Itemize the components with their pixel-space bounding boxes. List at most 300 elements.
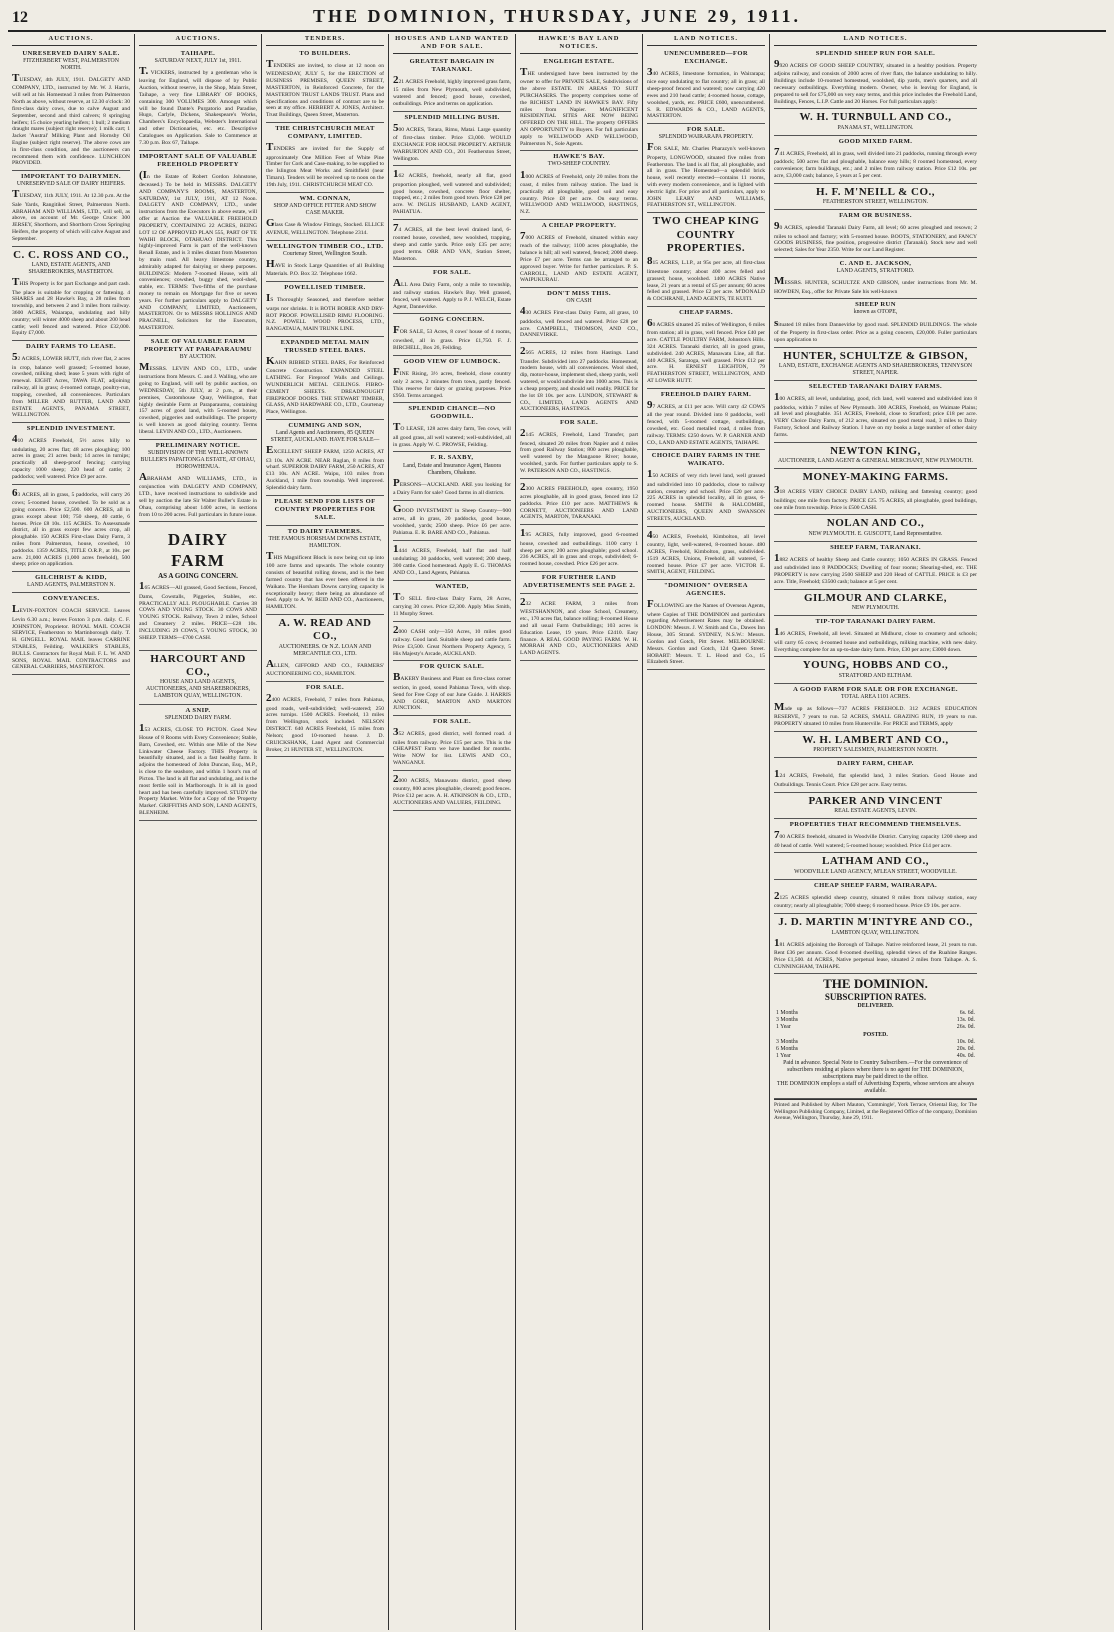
rates-subtitle: SUBSCRIPTION RATES. xyxy=(824,992,927,1003)
ad-title: PROPERTIES THAT RECOMMEND THEMSELVES. xyxy=(789,821,962,829)
ad-subtitle: Land, Estate and Insurance Agent, Hauora Chambers, Ohakune. xyxy=(402,462,502,476)
rates-title: THE DOMINION. xyxy=(823,976,928,992)
rates-period: 3 Months xyxy=(776,1017,799,1024)
advertisement xyxy=(393,581,511,622)
rates-section xyxy=(774,1003,977,1010)
advertisement xyxy=(774,348,977,382)
ad-body: 232 ACRE FARM, 3 miles from WESTSHANNON, and close School, Creamery, etc., 170 acres flat, balance rolling; 8-roomed House and all usual Farm Outbuildings; 103 acres is Education Lease, 19 years. Price £2410. Easy finance. A REAL GOOD PAYING FARM. W. H. MORRAH AND CO., AUCTIONEERS AND LAND AGENTS. xyxy=(520,596,638,657)
ad-body: EXCELLENT SHEEP FARM, 1250 ACRES, AT £3 10s. AN ACRE. NEAR Raglan, 8 miles from wharf. SUPERIOR DAIRY FARM, 250 ACRES, AT £13 10s. AN ACRE. Waipu, 103 miles from Auckland, 1 mile from township. Well improved. Splendid dairy farm. xyxy=(266,444,384,491)
column-houses-land xyxy=(389,34,516,1630)
ad-title: FREEHOLD DAIRY FARM. xyxy=(660,390,752,398)
ad-body: TENDERS are invited, to close at 12 noon on WEDNESDAY, JULY 5, for the ERECTION of BUSINESS PREMISES, QUEEN STREET, MASTERTON, in Reinforced Concrete, for the MASTERTON TRUST LANDS TRUST. Plans and Specifications and conditions of contract are to be seen at my office. HERBERT A. JONES, Architect. Trust Buildings, Queen Street, Masterton. xyxy=(266,57,384,119)
ad-subtitle: WOODVILLE LAND AGENCY, M'LEAN STREET, WOODVILLE. xyxy=(794,868,957,875)
advertisement xyxy=(774,819,977,853)
advertisement xyxy=(266,193,384,241)
advertisement xyxy=(520,343,638,417)
advertisement xyxy=(774,469,977,515)
ad-title: GOOD VIEW OF LUMBOCK. xyxy=(403,357,501,365)
advertisement xyxy=(12,593,130,675)
advertisement xyxy=(139,336,257,440)
ad-body: TUESDAY, 4th JULY, 1911. DALGETY AND COMPANY, LTD., instructed by Mr. W. J. Harris, will sell at his Homestead 3 miles from Palmerston North as above, without reserve, at 12.30 o'clock: 30 first-class dairy cows, due to calve August and September, second and third calvers; 8 springing heifers; 15 choice yearling heifers; 1 bull; 2 medium draught mares (subject right reserve); 1 milk cart; 1 Jacket 'Austral' Milking Plant and Hornsby Oil Engine (subject right reserve). The above cows are in first-class condition, and the auctioneers can recommend them with confidence. LUNCHEON PROVIDED. xyxy=(12,72,130,167)
rates-price: 6s. 6d. xyxy=(959,1010,975,1017)
ad-title: IMPORTANT TO DAIRYMEN. xyxy=(21,173,121,181)
ad-title: EXPANDED METAL MAIN TRUSSED STEEL BARS. xyxy=(280,338,370,354)
rates-price: 10s. 0d. xyxy=(956,1038,975,1045)
rates-period: 3 Months xyxy=(776,1038,799,1045)
rates-price: 26s. 0d. xyxy=(956,1024,975,1031)
ad-subtitle: SATURDAY NEXT, JULY 1st, 1911. xyxy=(154,57,242,64)
advertisement xyxy=(647,307,765,389)
ad-body: 1882 ACRES of healthy Sheep and Cattle country; 1050 ACRES IN GRASS. Fenced and subdivided into 8 PADDOCKS; Dwelling of four rooms; Shearing-shed, etc. THE PROPERTY is now carrying 2500 SHEEP and 220 Head of CATTLE. PRICE is £3 per acre. Title, Freehold; £3500 cash; balance at 5 per cent. xyxy=(774,551,977,586)
advertisement xyxy=(647,124,765,213)
advertisement xyxy=(393,112,511,167)
ad-body: 340 ACRES, limestone formation, in Wairarapa; nice easy undulating to flat country; all in grass; all sheep-proof fenced and watered; now carrying 420 ewes and 210 head cattle; 4-roomed house, cottage, woolshed, yards, etc. PRICE £600, unencumbered. S. R. EDWARDS & CO., LAND AGENTS, MASTERTON. xyxy=(647,65,765,120)
advertisement xyxy=(774,616,977,657)
advertisement xyxy=(266,420,384,496)
advertisement xyxy=(774,184,977,210)
ad-body: 410 ACRES Freehold, 5½ acres hilly to undulating, 20 acres flat; 48 acres ploughing; 100 acres in grass; 21 acres bush; 14 acres in turnips; practically all sheep-proof fencing; carrying capacity 1000 sheep; 220 head of cattle; 2 paddocks; well watered. Price £9 per acre. xyxy=(12,433,130,480)
advertisement xyxy=(12,341,130,423)
rates-row xyxy=(774,1017,977,1024)
ad-body: IS Thoroughly Seasoned, and therefore neither warps nor shrinks. It is BOTH BORER AND DRY-ROT PROOF. POWELLISED RIMU FLOORING. N.Z. POWELL WOOD PROCESS, LTD., RANGATAUA, MAIN TRUNK LINE. xyxy=(266,292,384,333)
advertisement xyxy=(774,258,977,299)
ad-title: SHEEP RUN xyxy=(855,301,896,309)
ad-subtitle: Courtenay Street, Wellington South. xyxy=(283,250,367,257)
ad-title: UNENCUMBERED—FOR EXCHANGE. xyxy=(663,49,749,65)
ad-body: LEVIN-FOXTON COACH SERVICE. Leaves Levin 6.30 a.m.; leaves Foxton 3 p.m. daily. C. F. JOHNSTON, Proprietor. ROYAL MAIL COACH SERVICE, Featherston to Martinborough daily. T. H. GINGELL. ROYAL MAIL leaves CARRINE STABLES, Feilding. WALKER'S STABLES, BULLS. Contractors for Royal Mail. F. L. W. AND SONS, ROYAL MAIL CONTRACTORS and GENERAL CARRIERS, MASTERTON. xyxy=(12,603,130,671)
ad-body: THE undersigned have been instructed by the owner to offer for PRIVATE SALE, Subdivisions of the above ESTATE. IN AREAS TO SUIT PURCHASERS. The property comprises some of the RICHEST LAND IN HAWKE'S BAY. Fifty miles from Napier. MAGNIFICENT RESIDENTIAL SITES ARE NOW BEING OFFERED ON THE HILL. The property OFFERS AN OPPORTUNITY to Buyers. For full particulars apply to WELLWOOD AND WELLWOOD, Palmerston N., Sole Agents. xyxy=(520,65,638,147)
ad-body: 124 ACRES, Freehold, flat splendid land, 3 miles Station. Good House and Outbuildings. Tennis Court. Price £28 per acre. Easy terms. xyxy=(774,768,977,788)
ad-body: MESSRS. HUNTER, SCHULTZE AND GIBSON, under instructions from Mr. M. HOWDEN, Esq., offer for Private Sale his well-known xyxy=(774,275,977,295)
ad-subtitle: UNRESERVED SALE OF DAIRY HEIFERS. xyxy=(16,181,126,188)
ad-body: 2000 ACRES, Manawatu district, good sheep country, 800 acres ploughable, cleared; good fences. Price £12 per acre. A. H. ATKINSON & CO., LTD., AUCTIONEERS AND VALUERS, FEILDING. xyxy=(393,772,511,806)
ad-body: 1000 ACRES of Freehold, only 20 miles from the coast, 4 miles from railway station. The land is practically all ploughable, good soil and easy country. Price £8 per acre. On easy terms. WELLWOOD AND WELLWOOD, HASTINGS, N.Z. xyxy=(520,168,638,216)
ad-title: LATHAM AND CO., xyxy=(822,855,929,868)
rates-section xyxy=(774,1032,977,1039)
ad-subtitle: FEATHERSTON STREET, WELLINGTON. xyxy=(822,199,929,206)
ad-body: THIS Magnificent Block is now being cut up into 100 acre farms and upwards. The whole country consists of beautiful rolling downs, and is the best farmed country that has ever been offered in the Waikato. The Horsham Downs carrying capacity is exceptionally heavy; there being an abundance of feed. Apply to A. W. REID AND CO., Auctioneers, HAMILTON. xyxy=(266,549,384,611)
rates-table xyxy=(774,1003,977,1060)
ad-title: J. D. MARTIN M'INTYRE AND CO., xyxy=(778,916,973,929)
ad-title: H. F. M'NEILL & CO., xyxy=(816,185,935,198)
ad-subtitle: ON CASH xyxy=(566,298,592,305)
ad-title: C. AND E. JACKSON, xyxy=(839,260,912,268)
column-land-notices xyxy=(643,34,770,1630)
ad-title: PLEASE SEND FOR LISTS OF COUNTRY PROPERTIES FOR SALE. xyxy=(274,497,376,521)
advertisement xyxy=(520,151,638,220)
ad-title: FOR SALE. xyxy=(686,126,726,134)
rates-row xyxy=(774,1024,977,1031)
subscription-rates xyxy=(774,974,977,1099)
ad-title: WM. CONNAN, xyxy=(299,194,351,202)
ad-title: IMPORTANT SALE OF VALUABLE FREEHOLD PROPERTY xyxy=(139,152,257,168)
ad-title: FOR SALE. xyxy=(432,268,472,276)
advertisement xyxy=(774,732,977,758)
ad-body: 97 ACRES, at £11 per acre. Will carry 42 COWS all the year round. Divided into 8 paddocks, well fenced, with 5-roomed cottage, outbuildings, cowshed, etc. Good metalled road, 4 miles from railway. TERMS: £250 down. W. P. GARNER AND CO., LAND AND ESTATE AGENTS, TAIHAPE. xyxy=(647,398,765,446)
advertisement xyxy=(393,314,511,355)
ad-body: 162 ACRES, freehold, nearly all flat, good proportion ploughed, well watered and subdivided; good house, cowshed, concrete floor shelter, trapped, etc.; 2 miles from good town. Price £28 per acre. W. INGLIS HUSBAND, LAND AGENT, PAHIATUA. xyxy=(393,168,511,216)
ad-title: POWELLISED TIMBER. xyxy=(284,284,366,292)
column-heading: AUCTIONS. xyxy=(12,34,130,46)
ad-title: "DOMINION" OVERSEA AGENCIES. xyxy=(664,582,748,598)
advertisement xyxy=(647,450,765,526)
advertisement xyxy=(774,853,977,879)
advertisement xyxy=(139,151,257,336)
ad-body: 318 ACRES VERY CHOICE DAIRY LAND, milking and fattening country; good buildings; one mile from factory. PRICE £25. 75 ACRES, all ploughable, good buildings, one mile from township. Price is £500 CASH. xyxy=(774,484,977,511)
ad-subtitle: THE FAMOUS HORSHAM DOWNS ESTATE, HAMILTON. xyxy=(268,535,382,549)
advertisement xyxy=(139,651,257,705)
advertisement xyxy=(774,684,977,732)
ad-title: CUMMING AND SON, xyxy=(288,422,362,430)
rates-row xyxy=(774,1053,977,1060)
ad-title: DON'T MISS THIS. xyxy=(547,290,611,298)
dairy-farm-box xyxy=(139,522,257,650)
ad-title: SPLENDID INVESTMENT. xyxy=(26,425,116,433)
column-heading: HOUSES AND LAND WANTED AND FOR SALE. xyxy=(393,34,511,54)
advertisement xyxy=(12,171,130,246)
ad-body: HAVE in Stock Large Quantities of all Building Materials. P.O. Box 32. Telephone 1662. xyxy=(266,258,384,278)
ad-title: SPLENDID SHEEP RUN FOR SALE. xyxy=(815,49,936,57)
ad-title: C. C. ROSS AND CO., xyxy=(13,248,129,261)
rates-price: 20s. 0d. xyxy=(956,1045,975,1052)
rates-row xyxy=(774,1046,977,1053)
ad-title: TIP-TOP TARANAKI DAIRY FARM. xyxy=(815,618,936,626)
rates-period: 1 Months xyxy=(776,1010,799,1017)
ad-title: THE CHRISTCHURCH MEAT COMPANY, LIMITED. xyxy=(275,125,375,141)
masthead xyxy=(8,6,1106,32)
advertisement xyxy=(266,615,384,682)
advertisement xyxy=(774,590,977,616)
ad-body: TENDERS are invited for the Supply of approximately One Million Feet of White Pine Timber for Cork and Case-making, to be supplied to the Islington Meat Works and Smithfield (near Timaru). Tenders will be received up to noon on the 19th July, 1911. CHRISTCHURCH MEAT CO. xyxy=(266,141,384,188)
advertisement xyxy=(266,48,384,123)
advertisement xyxy=(774,542,977,590)
ad-subtitle: PANAMA ST., WELLINGTON. xyxy=(837,124,914,131)
ad-title: A SNIP. xyxy=(185,706,211,714)
advertisement xyxy=(774,443,977,469)
ad-title: PARKER AND VINCENT xyxy=(808,794,943,807)
ad-body: 90 ACRES, splendid Taranaki Dairy Farm, all level; 60 acres ploughed and resown; 2 miles to school and factory; with 5-roomed house. BOOTS, STATIONERY, and FANCY GOODS BUSINESS, fine position, progressive district (Taranaki). Stock new and well selected; Sales for Year 2350. Write for our Land Register. xyxy=(774,220,977,254)
ad-body: 2400 ACRES, Freehold, 7 miles from Pahiatua, good roads, well-subdivided; well-watered; 250 acres turnips. 1500 ACRES. Freehold, 13 miles from Wellington, stock included. NELSON DISTRICT. 640 ACRES Freehold, 15 miles from Nelson; good 10-roomed house. J. D. CRUICKSHANK, Land Agent and Commercial Broker, 21 HUNTER ST., WELLINGTON. xyxy=(266,692,384,753)
advertisement xyxy=(393,661,511,716)
advertisement xyxy=(647,48,765,124)
ad-body: 150 ACRES of very rich level land, well grassed and subdivided into 10 paddocks, close to railway station, creamery and school. Price £20 per acre. 225 ACRES in splendid locality, all in grass, 6-roomed house. SMITH & HALCOMBE, AUCTIONEERS, QUEEN AND SWANSON STREETS, AUCKLAND. xyxy=(647,468,765,522)
page-number: 12 xyxy=(12,9,28,26)
ad-subtitle: TWO-SHEEP COUNTRY. xyxy=(547,161,611,168)
ad-title: W. H. TURNBULL AND CO., xyxy=(799,111,952,124)
advertisement xyxy=(774,793,977,819)
ad-title: YOUNG, HOBBS AND CO., xyxy=(802,659,949,672)
ad-title: GOING CONCERN. xyxy=(419,316,485,324)
ad-title: SPLENDID MILLING BUSH. xyxy=(404,113,500,121)
ad-body: T. VICKERS, instructed by a gentleman who is leaving for England, will dispose of by Public Auction, without reserve, in the Shop, Main Street, Taihape, a very fine LIBRARY OF BOOKS, containing 300 VOLUMES 300. Amongst which will be found Dante's Purgatorio and Paradise, Hugo, Carlyle, Dickens, Shakespeare's Works, Chambers's Encyclopaedia, Webster's International and other Dictionaries, etc. etc. Descriptive Catalogues on Application. Sale to Commence at 7.30 p.m. Box 67, Taihape. xyxy=(139,65,257,146)
dairy-farm-heading: DAIRY FARM xyxy=(167,530,229,571)
ad-title: F. R. SAXBY, xyxy=(430,454,474,462)
ad-body: 181 ACRES adjoining the Borough of Taihape. Native reinforced lease, 21 years to run. Rent £36 per annum. Good 8-roomed dwelling, splendid views of the Ruahine Ranges. Price £1,500. 44 ACRES, Native perpetual lease, situated 2 miles from Taihape. A. S. CUNNINGHAM, TAIHAPE. xyxy=(774,936,977,970)
ad-title: FOR SALE. xyxy=(305,684,345,692)
ad-title: GILCHRIST & KIDD, xyxy=(35,574,107,582)
rates-price: 40s. 0d. xyxy=(956,1052,975,1059)
ad-title: SPLENDID CHANCE—NO GOODWILL. xyxy=(408,405,496,421)
advertisement xyxy=(774,657,977,683)
ad-body: 1444 ACRES, Freehold, half flat and half undulating; 30 paddocks, well watered; 200 sheep, 300 cattle. Good homestead. Apply E. G. THOMAS AND CO., Land Agents, Pahiatua. xyxy=(393,542,511,576)
advertising-note: THE DOMINION employs a staff of Advertising Experts, whose services are always available. xyxy=(776,1080,975,1094)
ad-body: 221 ACRES Freehold, highly improved grass farm, 15 miles from New Plymouth, well subdivided, watered and fenced; good house, cowshed, outbuildings. Price and terms on application. xyxy=(393,73,511,107)
advertisement xyxy=(266,123,384,193)
ad-subtitle: LAND, ESTATE AGENTS, AND SHAREBROKERS, MASTERTON. xyxy=(28,262,114,276)
ad-subtitle: SUBDIVISION OF THE WELL-KNOWN BULLER'S PAPAITONGA ESTATE, AT OHAU, HOROWHENUA. xyxy=(140,449,256,470)
advertisement xyxy=(139,48,257,151)
ad-body: ALL Area Dairy Farm, only a mile to township, and railway station. Hawke's Bay. Well grassed, fenced, well watered. Apply to P. J. WELCH, Estate Agent, Dannevirke. xyxy=(393,276,511,310)
advertisement xyxy=(393,403,511,452)
ad-title: TAIHAPE. xyxy=(180,49,216,57)
column-heading: AUCTIONS. xyxy=(139,34,257,46)
advertisement xyxy=(520,220,638,288)
ad-body: FOR SALE, 53 Acres, 8 cows' house of 4 rooms, cowshed, all in grass. Price £1,750. F. J. BIRCHELL, Box 26, Feilding. xyxy=(393,324,511,351)
ad-body: situated 18 miles from Dannevirke by good road. SPLENDID BUILDINGS. The whole of the Property in first-class order. Price as a going concern, £20,000. Fuller particulars upon application to xyxy=(774,316,977,343)
newspaper-title: THE DOMINION, THURSDAY, JUNE 29, 1911. xyxy=(313,6,801,26)
ad-title: DAIRY FARMS TO LEASE. xyxy=(26,343,116,351)
rates-period: 6 Months xyxy=(776,1045,799,1052)
advertisement xyxy=(266,526,384,615)
ad-title: HUNTER, SCHULTZE & GIBSON, xyxy=(783,349,968,362)
advertisement xyxy=(139,440,257,523)
advertisement xyxy=(393,356,511,404)
column-heading: HAWKE'S BAY LAND NOTICES. xyxy=(520,34,638,54)
ad-body: ALLEN, GIFFORD AND CO., FARMERS' AUCTIONEERING CO., HAMILTON. xyxy=(266,658,384,678)
ad-subtitle: LAND, ESTATE, EXCHANGE AGENTS AND SHAREBROKERS, TENNYSON STREET, NAPIER. xyxy=(778,362,973,377)
ad-body: 52 ACRES, LOWER HUTT, rich river flat, 2 acres in crop, balance well grassed; 5-roomed house, cowshed, milking shed; lease 5 years with right of renewal. EIGHT Acres, TAWA FLAT, adjoining railway, all in grass; 4-roomed cottage, poultry-run, trapping, cowshed, all conveniences. Particulars from MILLER AND RUTTER, LAND AND ESTATE AGENTS, PANAMA STREET, WELLINGTON. xyxy=(12,351,130,419)
ad-title: TO BUILDERS. xyxy=(299,49,351,57)
dairy-farm-subheading: AS A GOING CONCERN. xyxy=(158,571,238,580)
ad-body: 700 ACRES freehold, situated in Woodville District. Carrying capacity 1200 sheep and 40 head of cattle. Well watered; 5-roomed house; woolshed. Price £14 per acre. xyxy=(774,829,977,849)
advertisement xyxy=(520,288,638,343)
ad-body: 352 ACRES, good district, well formed road. 4 miles from railway. Price £15 per acre. This is the CHEAPEST Farm we have handled for months. Write NOW for list. LEWIS AND CO., WANGANUI. xyxy=(393,726,511,766)
advertisement xyxy=(12,48,130,171)
ad-title: GOOD MIXED FARM. xyxy=(838,137,913,145)
ad-title: WANTED, xyxy=(435,582,469,590)
column-heading: LAND NOTICES. xyxy=(647,34,765,46)
advertisement xyxy=(647,213,765,307)
advertisement xyxy=(774,381,977,443)
rates-section-label: DELIVERED. xyxy=(857,1003,894,1010)
ad-body: KAHN RIBBED STEEL BARS, For Reinforced Concrete Construction. EXPANDED STEEL LATHING. For Fireproof Walls and Ceilings. WUNDERLICH METAL CEILINGS. FIBRO-CEMENT SHEETS. DREADNOUGHT FIREPROOF DOORS. THE STEWART TIMBER, GLASS, AND HARDWARE CO., LTD., Courtenay Place, Wellington. xyxy=(266,355,384,416)
advertisement xyxy=(393,267,511,315)
column-tenders xyxy=(262,34,389,1630)
ad-subtitle: PROPERTY SALESMEN, PALMERSTON NORTH. xyxy=(813,747,938,754)
ad-title: WELLINGTON TIMBER CO., LTD. xyxy=(266,242,384,250)
ad-title: ENGLEIGH ESTATE. xyxy=(543,57,615,65)
ad-title: CONVEYANCES. xyxy=(42,595,100,603)
advertisement xyxy=(266,682,384,757)
advertisement xyxy=(520,594,638,661)
advertisement xyxy=(393,56,511,112)
advertisement xyxy=(774,48,977,110)
rates-note: Paid in advance. Special Note to Country Subscribers.—For the convenience of subscribers residing at places where there is no agent for THE DOMINION, subscriptions may be paid direct to the office. xyxy=(783,1059,968,1080)
ad-title: CHEAP SHEEP FARM, WAIRARAPA. xyxy=(813,881,938,889)
ad-body: ABRAHAM AND WILLIAMS, LTD., in conjunction with DALGETY AND COMPANY, LTD., have received instructions to subdivide and sell by auction the late Sir Walter Buller's Estate in Ohau, comprising about 1400 acres, in sections from 10 to 200 acres. Full particulars in future issue. xyxy=(139,470,257,518)
advertisement xyxy=(393,220,511,267)
ad-title: FOR QUICK SALE. xyxy=(419,663,485,671)
ad-body: FINE Rising, 3½ acres, freehold, close country only 2 acres, 2 minutes from town, partly fenced. This reserve for dairy or grazing purposes. Price £950. Terms arranged. xyxy=(393,365,511,399)
ad-body: 2125 ACRES splendid sheep country, situated 8 miles from railway station, easy country; nearly all ploughable; 7000 sheep; 6 roomed house. Price £9 10s. per acre. xyxy=(774,889,977,910)
ad-body: (In the Estate of Robert Gordon Johnstone, deceased.) To be held in MESSRS. DALGETY AND COMPANY'S ROOMS, MASTERTON, SATURDAY, 1st JULY, 1911, AT 12 Noon. DALGETY AND COMPANY, LTD., under instructions from the Executors in above estate, will offer at Auction the VALUABLE FREEHOLD PROPERTY, CONTAINING 22 ACRES, BEING LOT 12 OF APPROVED PLAN 555, PART OF TE WAIHI BLOCK, OTAHUAO DISTRICT. This highly-improved Farm is part of the well-known Renall Estate, and is 3 miles distant from Masterton by main road. All heavy limestone country, admirably adapted for dairying or sheep purposes. BUILDINGS: Modern 7-roomed House, with all conveniences; cowshed, buggy shed, wool-shed, stable, etc. TERMS: Two-fifths of the purchase money to remain on Mortgage for five or seven years. For further particulars apply to DALGETY AND COMPANY, LIMITED, Auctioneers, MASTERTON. Or to MESSRS HOLLINGS AND PRAGNELL, Solicitors for the Executors, MASTERTON. xyxy=(139,168,257,332)
advertisement xyxy=(266,496,384,526)
column-land-notices-right xyxy=(770,34,981,1630)
advertisement xyxy=(520,417,638,479)
ad-title: CHEAP FARMS. xyxy=(679,308,733,316)
ad-body: MESSRS. LEVIN AND CO., LTD., under instructions from Messrs. C. and J. Walling, who are going to England, will sell by public auction, on WEDNESDAY, 5th JULY, at 2 p.m., at their premises, Customhouse Quay, Wellington, that highly desirable Farm at Paraparaumu, containing 157 acres of good land, with 5-roomed house, cowshed, piggeries and outbuildings. The property is well known as good dairying country. Terms liberal. LEVIN AND CO., LTD., Auctioneers. xyxy=(139,361,257,435)
ad-subtitle: SPLENDID DAIRY FARM. xyxy=(164,714,232,721)
ad-body: PERSONS—AUCKLAND. ARE you looking for a Dairy Farm for sale? Good farms in all districts. xyxy=(393,476,511,497)
ad-body: 430 ACRES First-class Dairy Farm, all grass, 10 paddocks, well fenced and watered. Price £28 per acre. CAMPBELL, THOMSON, AND CO., DANNEVIRKE. xyxy=(520,305,638,339)
ad-subtitle: SHOP AND OFFICE FITTER AND SHOW CASE MAKER. xyxy=(273,202,377,216)
ad-body: Glass Case & Window Fittings, Stocked. ELLICE AVENUE, WELLINGTON. Telephone 2314. xyxy=(266,216,384,237)
ad-body: 500 ACRES, Totara, Rimu, Matai. Large quantity of first-class timber. Price £3,000. WOULD EXCHANGE FOR HOUSE PROPERTY. ARTHUR WARBURTON AND CO., 201 Featherston Street, Wellington. xyxy=(393,121,511,162)
ad-title: A CHEAP PROPERTY. xyxy=(541,221,617,229)
ad-body: 450 ACRES, Freehold, Kimbolton, all level country, light, well-watered, 8-roomed house. 480 ACRES, Freehold, Kimbolton, grass, subdivided. 1519 ACRES, Unions, Freehold, all watered, 5-roomed house. Price £7 per acre. VICTOR E. SMITH, AGENT, FEILDING. xyxy=(647,528,765,576)
ad-title: NEWTON KING, xyxy=(830,444,921,457)
ad-body: FOR SALE, Mr. Charles Pharazyn's well-known Property, LONGWOOD, situated five miles from Featherston. The land is all flat, all ploughable, and all in grass. The Homestead—a splendid brick house, well recently erected—contains 11 rooms, with every modern convenience, and is lighted with electric light. For price and all particulars, apply to JOHN LEARY AND WILLIAMS, FEATHERSTON ST., WELLINGTON. xyxy=(647,141,765,209)
ad-title: TWO CHEAP KING COUNTRY PROPERTIES. xyxy=(652,215,760,255)
ad-subtitle: LAMBTON QUAY, WELLINGTON. xyxy=(831,929,920,936)
advertisement xyxy=(12,572,130,593)
ad-title: PRELIMINARY NOTICE. xyxy=(155,441,241,449)
advertisement xyxy=(393,771,511,811)
ad-body: 60 ACRES situated 25 miles of Wellington, 6 miles from station; all in grass, well fenced. Price £40 per acre. CATTLE POULTRY FARM, Johnston's Hills. 324 ACRES. Taranaki district, all in good grass, subdivided. 240 ACRES, Manawatu Line, all flat. 440 ACRES, Saratoga, well grassed. Price £12 per acre. H. ERNEST LEIGHTON, 79 FEATHERSTON STREET, WELLINGTON, AND AT LOWER HUTT. xyxy=(647,316,765,385)
ad-body: THIS Property is for part Exchange and part cash. The place is suitable for cropping or fattening. 4 SHARES and 28 Hawke's Bay, a 28 miles from township, and between 2 and 3 miles from railway. 3600 ACRES, Waiarapa, undulating and hilly country; will winter 4000 sheep and about 200 head cattle; well fenced and watered. Price £32,000. Equity £7,000. xyxy=(12,276,130,337)
column-heading: LAND NOTICES. xyxy=(774,34,977,46)
advertisement xyxy=(139,705,257,821)
ad-title: FOR FURTHER LAND ADVERTISEMENTS SEE PAGE 2. xyxy=(522,573,636,589)
ad-title: FARM OR BUSINESS. xyxy=(839,212,912,220)
ad-title: SHEEP FARM, TARANAKI. xyxy=(830,543,921,551)
columns xyxy=(8,34,1106,1630)
ad-body: 63 ACRES, all in grass, 5 paddocks, will carry 26 cows; 5-roomed house, cowshed. To be sold as a going concern. Price £2,500. 600 ACRES, all in grass except about 100; 750 sheep, 40 cattle, 6 horses. Price £8 10s. 115 ACRES. To Assessmade district, all in grass except few acres crop, all ploughable. 150 ACRES First-class Dairy Farm, 3 miles from Palmerston, house, cowshed, 10 paddocks. 1359 ACRES, TITLE O.R.P., at 10s. per acre. 21,000 ACRES (1,000 acres freehold), 500 sheep; price on application. xyxy=(12,486,130,568)
advertisement xyxy=(520,479,638,526)
ad-title: FOR SALE. xyxy=(432,718,472,726)
ad-body: FOLLOWING are the Names of Overseas Agents, where Copies of THE DOMINION and particulars regarding Advertisement Rates may be obtained. LONDON: Messrs. J. W. Smith and Co., Dawes Inn House, 305 Strand. SYDNEY, N.S.W.: Messrs. Gordon and Gotch, Pitt Street. MELBOURNE: Messrs. Gordon and Gotch, 124 Queen Street. HOBART: Messrs. T. L. Hood and Co., 15 Elizabeth Street. xyxy=(647,598,765,666)
ad-body: 2565 ACRES, 12 miles from Hastings. Land Transfer. Subdivided into 27 paddocks. Homestead, modern house, with all conveniences. Wool shed, dip, motor-house, implement shed, sheep yards, well watered, or would subdivide into 1000 acres. This is a cheap property, and should sell readily. PRICE for the lot £8 10s. per acre. LUNDON, STEWART & CO., LIMITED, LAND AGENTS AND AUCTIONEERS, HASTINGS. xyxy=(520,345,638,413)
ad-subtitle: LAND AGENTS, STRATFORD. xyxy=(836,268,915,275)
ad-body: 153 ACRES, CLOSE TO PICTON. Good New House of 8 Rooms with Every Convenience; Stable, Barn, Cowshed, etc. Within one Mile of the New Linkwater Cheese Factory. THIS Property is beautifully situated, and is a fast healthy farm. It adjoins the homestead of John Duncan, Esq., M.P., is close to the seashore, and within 1 hour's run of Picton. The land is all flat and undulating, and is the most fertile soil in Marlborough. It is all in good heart and has been carefully improved. STUDY the Property Market. Write for a Copy of the 'Property Market'. GRIFFITHS AND SON, LAND AGENTS, BLENHEIM. xyxy=(139,721,257,816)
ad-body: TO SELL first-class Dairy Farm, 28 Acres, carrying 30 cows. Price £2,300. Apply Miss Smith, 11 Murphy Street. xyxy=(393,590,511,617)
ad-title: CHOICE DAIRY FARMS IN THE WAIKATO. xyxy=(651,452,761,468)
ad-body: BAKERY Business and Plant on first-class corner section, in good, sound Pahiatua Town, with shop. Send for Free Copy of our June Guide. J. HARRIS AND GORE, MARTON AND MARTON JUNCTION. xyxy=(393,671,511,712)
ad-title: SALE OF VALUABLE FARM PROPERTY AT PARAPARAUMU xyxy=(144,337,252,353)
ad-subtitle: AUCTIONEER, LAND AGENT & GENERAL MERCHANT, NEW PLYMOUTH. xyxy=(778,457,973,464)
ad-body: 9920 ACRES OF GOOD SHEEP COUNTRY, situated in a healthy position. Property adjoins railway, and consists of 2000 acres of river flats, the balance undulating to hilly. Buildings include 10-roomed homestead, woolshed, dip yards, men's quarters, and all necessary outbuildings. Everything modern. Owner, who is leaving for England, is prepared to sell for £75,000 on very easy terms, and this price includes the Freehold Land, Buildings, Fences, L.I.P. Cattle and 20 Horses. For full particulars apply: xyxy=(774,57,977,105)
ad-subtitle: NEW PLYMOUTH. E. GUSCOTT, Land Representative. xyxy=(808,530,943,537)
ad-body: 146 ACRES, Freehold, all level. Situated at Midhurst, close to creamery and schools; will carry 65 cows; 4-roomed house and outbuildings, milking machine, with new dairy. Everything complete for an up-to-date dairy farm. Price, £30 per acre; £3000 down. xyxy=(774,626,977,653)
rates-price: 13s. 0d. xyxy=(956,1017,975,1024)
ad-body: 195 ACRES, fully improved, good 6-roomed house, cowshed and outbuildings. 1100 carry 1 sheep per acre; 200 acres ploughable; good school. 236 ACRES, all in grass and crops, subdivided; 6-roomed house, cowshed. Price £26 per acre. xyxy=(520,527,638,568)
ad-title: GREATEST BARGAIN IN TARANAKI. xyxy=(409,57,495,73)
advertisement xyxy=(520,56,638,152)
ad-subtitle: REAL ESTATE AGENTS, LEVIN. xyxy=(834,808,917,815)
advertisement xyxy=(774,515,977,541)
rates-row xyxy=(774,1010,977,1017)
advertisement xyxy=(393,541,511,581)
advertisement xyxy=(774,914,977,974)
ad-body: 165 ACRES—All grassed, Good Sections, Fenced, Dams, Cowstalls, Piggeries, Stables, etc. PRACTICALLY ALL PLOUGHABLE. Carries 38 COWS AND YOUNG STOCK. 30 COWS AND YOUNG STOCK. Railway, Town 2 miles, School and Creamery 2 miles. PRICE—£28 10s. INCLUDING 29 COWS, 5 YOUNG STOCK, 30 SHEEP. TERMS—£700 CASH. xyxy=(139,580,257,641)
advertisement xyxy=(12,423,130,485)
ad-body: 2300 ACRES FREEHOLD, open country, 1950 acres ploughable, all in good grass, fenced into 12 paddocks. Price £10 per acre. MATTHEWS & CORNETT, AUCTIONEERS AND LAND AGENTS, MARTON, TARANAKI. xyxy=(520,480,638,521)
ad-title: MONEY-MAKING FARMS. xyxy=(802,471,949,484)
advertisement xyxy=(520,525,638,572)
ad-subtitle: STRATFORD AND ELTHAM. xyxy=(838,672,913,679)
advertisement xyxy=(520,572,638,594)
advertisement xyxy=(393,716,511,771)
advertisement xyxy=(774,880,977,914)
ad-title: GILMOUR AND CLARKE, xyxy=(803,591,948,604)
advertisement xyxy=(647,527,765,580)
advertisement xyxy=(774,210,977,258)
column-auctions-2 xyxy=(135,34,262,1630)
advertisement xyxy=(393,622,511,662)
ad-body: 74 ACRES, all the best level drained land, 6-roomed house, cowshed, new woolshed, trapping, sheep and cattle yards. Price only £35 per acre; good terms. ORR AND VAN, Station Street, Masterton. xyxy=(393,221,511,262)
ad-body: GOOD INVESTMENT in Sheep Country—900 acres, all in grass, 20 paddocks, good house, woolshed, yards; 2500 sheep. Price £6 per acre. Pahiatua. E. R. BARE AND CO., Pahiatua. xyxy=(393,502,511,536)
rates-row xyxy=(774,1039,977,1046)
ad-title: W. H. LAMBERT AND CO., xyxy=(802,733,949,746)
advertisement xyxy=(774,299,977,347)
ad-body: Made up as follows—737 ACRES FREEHOLD. 312 ACRES EDUCATION RESERVE, 7 years to run. 52 ACRES, SMALL GRAZING RUN, 19 years to run. PROPERTY situated 10 miles from Hunterville. For PRICE and TERMS, apply xyxy=(774,700,977,728)
advertisement xyxy=(774,136,977,184)
advertisement xyxy=(647,389,765,451)
ad-subtitle: AUCTIONEERS. Or N.Z. LOAN AND MERCANTILE CO., LTD. xyxy=(278,643,372,657)
ad-body: TO LEASE, 128 acres dairy farm, Ten cows, will all good grass, all well watered; well-subdivided, all in grass. Apply W. C. PROWSE, Feilding. xyxy=(393,421,511,448)
ad-title: SELECTED TARANAKI DAIRY FARMS. xyxy=(808,383,943,391)
advertisement xyxy=(393,166,511,219)
advertisement xyxy=(393,452,511,500)
ad-body: TUESDAY, 11th JULY, 1911. At 12.30 p.m. At the Sale Yards, Rangitikei Street, Palmerston North. ABRAHAM AND WILLIAMS, LTD., will sell, as above, on account of Mr. George Cruce: 300 JERSEY, Shorthorn, and Shorthorn Cross Springing Heifers, the property of which will calve August and September. xyxy=(12,188,130,242)
ad-body: 100 ACRES, all level, undulating, good, rich land, well watered and subdivided into 8 paddocks, within 7 miles of New Plymouth. 300 ACRES, Freehold, on Waimate Plains; all level and ploughable. 351 ACRES, Freehold, close to Stratford; price £18 per acre. VERY Choice Dairy Farm, of 212 acres, situated on good metal road, 3 miles to Dairy Factory, School and Railway Station. I have on my books a large number of other dairy farms. xyxy=(774,391,977,438)
ad-title: TO DAIRY FARMERS. xyxy=(287,527,363,535)
ad-body: 741 ACRES, Freehold, all in grass, well divided into 21 paddocks, running through every paddock; 500 acres flat and ploughable, balance easy hills; 8 roomed homestead, every convenience; farm buildings, etc.; and 2 miles from railway station. Price £12 10s. per acre, £3,000 cash; balance, 5 years at 5 per cent. xyxy=(774,145,977,179)
ad-body: 2000 CASH only—350 Acres, 10 miles good railway. Good land. Suitable sheep and cattle farm. Price £3,500. Great Northern Property Agency, 5 His Majesty's Arcade, AUCKLAND. xyxy=(393,623,511,657)
rates-period: 1 Year xyxy=(776,1024,791,1031)
advertisement xyxy=(266,282,384,337)
advertisement xyxy=(12,247,130,342)
ad-body: 2145 ACRES, Freehold, Land Transfer, part fenced, situated 20 miles from Napier and 4 miles from good Railway Station; 800 acres ploughable, well watered by the Mangaone River; house, woolshed, yards. For further particulars apply to S. W. PATERSON AND CO., HASTINGS. xyxy=(520,427,638,474)
ad-subtitle: LAND AGENTS, PALMERSTON N. xyxy=(26,582,116,589)
column-hawkes-bay xyxy=(516,34,643,1630)
ad-body: 7000 ACRES of Freehold, situated within easy reach of the railway; 1100 acres ploughable, the balance is hill; all well watered, fenced; 2000 sheep. Price £7 per acre. Terms can be arranged to an approved buyer. Write for further particulars. P. S. CARROLL, LAND AND ESTATE AGENT, WAIPUKURAU. xyxy=(520,230,638,284)
ad-subtitle: SPLENDID WAIRARAPA PROPERTY. xyxy=(658,134,754,141)
ad-subtitle: known as OTOPE, xyxy=(853,309,898,316)
ad-subtitle: NEW PLYMOUTH. xyxy=(851,605,900,612)
ad-subtitle: FITZHERBERT WEST, PALMERSTON NORTH. xyxy=(23,57,119,72)
ad-title: A. W. READ AND CO., xyxy=(278,617,372,643)
ad-subtitle: BY AUCTION. xyxy=(179,353,217,360)
advertisement xyxy=(647,580,765,670)
ad-title: HARCOURT AND CO., xyxy=(150,652,246,678)
ad-title: FOR SALE. xyxy=(559,419,599,427)
column-heading: TENDERS. xyxy=(266,34,384,46)
advertisement xyxy=(266,241,384,282)
rates-period: 1 Year xyxy=(776,1052,791,1059)
advertisement xyxy=(266,337,384,420)
advertisement xyxy=(12,485,130,573)
ad-title: NOLAN AND CO., xyxy=(826,517,925,530)
advertisement xyxy=(393,501,511,541)
advertisement xyxy=(774,758,977,792)
ad-title: UNRESERVED DAIRY SALE. xyxy=(22,49,120,57)
ad-subtitle: HOUSE AND LAND AGENTS, AUCTIONEERS, AND SHAREBROKERS, LAMBTON QUAY, WELLINGTON. xyxy=(145,679,251,700)
ad-subtitle: Land Agents and Auctioneers, 85 QUEEN STREET, AUCKLAND. HAVE FOR SALE— xyxy=(270,430,380,444)
ad-subtitle: TOTAL AREA 1101 ACRES. xyxy=(841,693,910,700)
ad-body: 815 ACRES, L.I.P., at 95s per acre, all first-class limestone country; about 400 acres felled and grassed; house, woolshed. 1400 ACRES Native lease, 21 years at a rental of £5 per annum; 60 acres felled and grassed. Price £2 per acre. M'DONALD & COCHRANE, LAND AGENTS, TE KUITI. xyxy=(647,255,765,303)
rates-section-label: POSTED. xyxy=(863,1031,888,1038)
